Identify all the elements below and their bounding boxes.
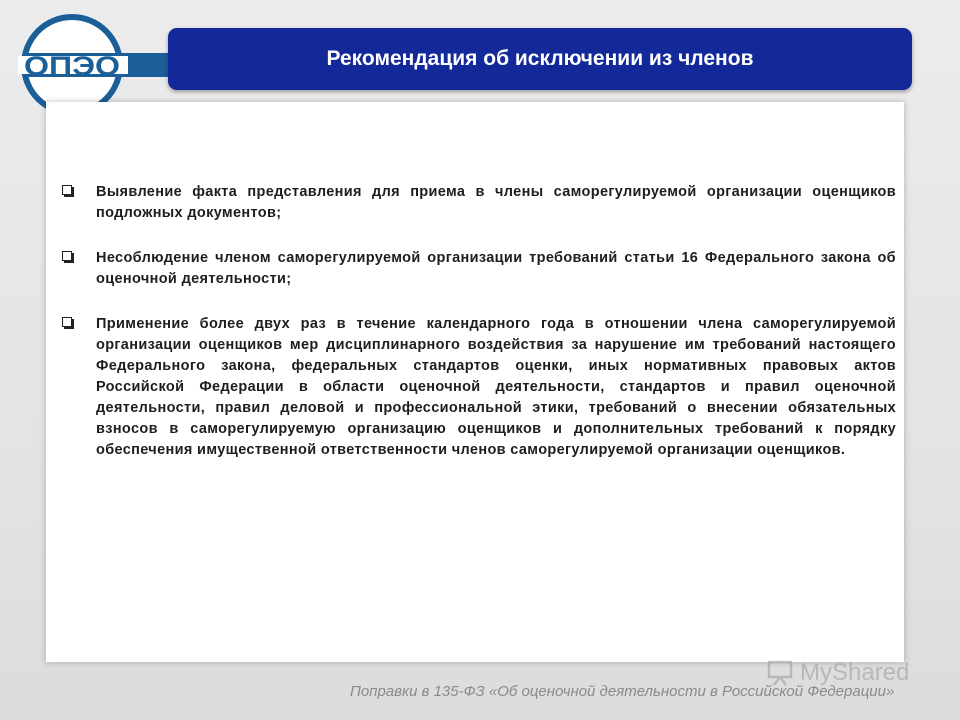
- list-item-text: Применение более двух раз в течение календарного года в отношении члена саморегулируемой организации оценщиков мер дисциплинарного воздействия за нарушение им требований настоящего Федерального закона, федеральных стандартов оценки, иных нормативных правовых актов Российской Федерации в области оценочной деятельности, стандартов и правил оценочной деятельности, правил деловой и профессиональной этики, требований о внесении обязательных взносов в саморегулируемую организацию оценщиков и дополнительных требований к порядку обеспечения имущественной ответственности членов саморегулируемой организации оценщиков.: [96, 316, 896, 458]
- footer-caption: Поправки в 135-ФЗ «Об оценочной деятельности в Российской Федерации»: [350, 683, 895, 700]
- title-bar: [168, 28, 912, 90]
- checkbox-bullet-icon: [62, 185, 72, 195]
- list-item: [56, 248, 896, 290]
- list-item: [56, 314, 896, 461]
- presentation-board-icon: [766, 659, 794, 687]
- myshared-watermark: [766, 656, 926, 690]
- list-item-text: Выявление факта представления для приема в члены саморегулируемой организации оценщиков подложных документов;: [96, 184, 896, 221]
- requirements-list: [56, 182, 896, 485]
- checkbox-bullet-icon: [62, 251, 72, 261]
- watermark-text: MyShared: [800, 659, 910, 686]
- logo-text: ОПЭО: [24, 51, 120, 81]
- list-item: [56, 182, 896, 224]
- list-item-text: Несоблюдение членом саморегулируемой организации требований статьи 16 Федерального закона об оценочной деятельности;: [96, 250, 896, 287]
- page-title: Рекомендация об исключении из членов: [326, 47, 754, 70]
- checkbox-bullet-icon: [62, 317, 72, 327]
